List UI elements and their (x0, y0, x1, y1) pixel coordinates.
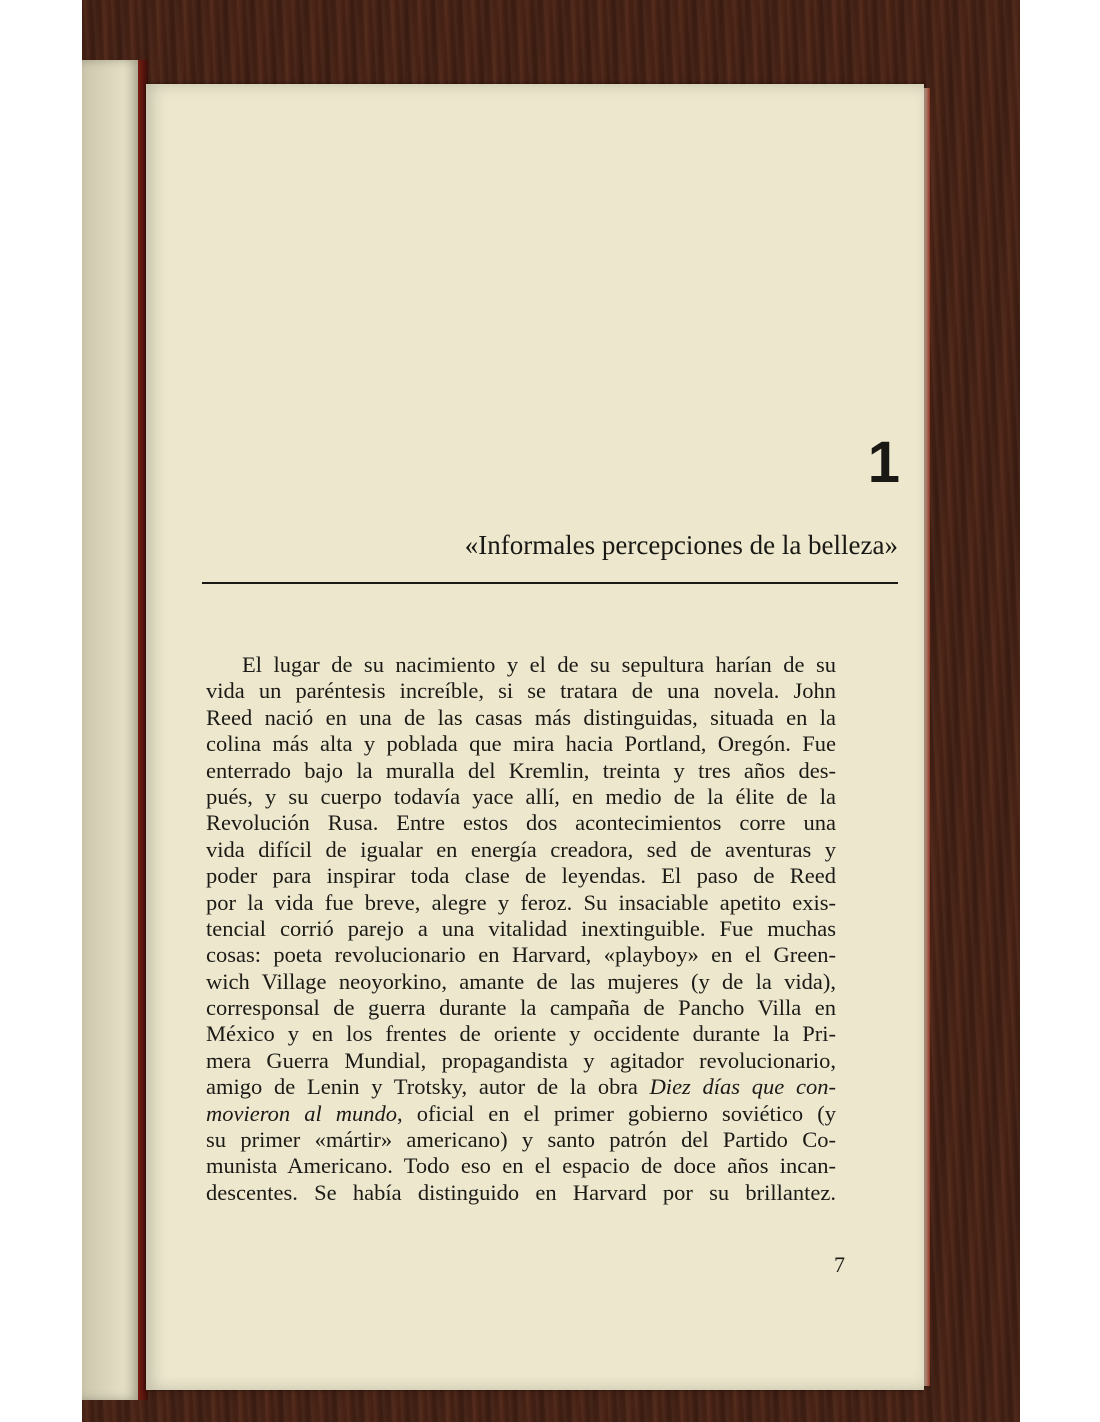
text-line: descentes. Se había distinguido en Harvard por su brillantez. (206, 1179, 836, 1205)
chapter-number: 1 (867, 430, 900, 495)
text-line: Revolución Rusa. Entre estos dos acontecimientos corre una (206, 810, 836, 836)
chapter-rule (202, 582, 898, 584)
text-line: wich Village neoyorkino, amante de las mujeres (y de la vida), (206, 968, 836, 994)
text-line: tencial corrió parejo a una vitalidad inextinguible. Fue muchas (206, 915, 836, 941)
text-line: poder para inspirar toda clase de leyendas. El paso de Reed (206, 863, 836, 889)
text-line: pués, y su cuerpo todavía yace allí, en medio de la élite de la (206, 783, 836, 809)
book-title-italic: Diez días que con- (649, 1074, 837, 1100)
text-line-with-italic (206, 1074, 836, 1100)
body-text (206, 652, 836, 1206)
text-line: vida un paréntesis increíble, si se tratara de una novela. John (206, 678, 836, 704)
text-line: enterrado bajo la muralla del Kremlin, treinta y tres años des- (206, 757, 836, 783)
text-segment: amigo de Lenin y Trotsky, autor de la obra (206, 1074, 638, 1100)
text-line: México y en los frentes de oriente y occidente durante la Pri- (206, 1021, 836, 1047)
page-number: 7 (834, 1252, 845, 1277)
text-segment: , oficial en el primer gobierno soviético (y (397, 1100, 836, 1126)
text-line: corresponsal de guerra durante la campaña de Pancho Villa en (206, 995, 836, 1021)
text-line: por la vida fue breve, alegre y feroz. Su insaciable apetito exis- (206, 889, 836, 915)
text-line: Reed nació en una de las casas más distinguidas, situada en la (206, 704, 836, 730)
text-line: vida difícil de igualar en energía creadora, sed de aventuras y (206, 836, 836, 862)
left-page-edge (82, 60, 142, 1400)
book-photo (82, 0, 1020, 1422)
text-line: El lugar de su nacimiento y el de su sepultura harían de su (242, 652, 836, 677)
text-line: munista Americano. Todo eso en el espacio de doce años incan- (206, 1153, 836, 1179)
text-line: cosas: poeta revolucionario en Harvard, «playboy» en el Green- (206, 942, 836, 968)
book-page (146, 84, 924, 1390)
text-line: mera Guerra Mundial, propagandista y agitador revolucionario, (206, 1047, 836, 1073)
text-line: su primer «mártir» americano) y santo patrón del Partido Co- (206, 1127, 836, 1153)
text-line: colina más alta y poblada que mira hacia Portland, Oregón. Fue (206, 731, 836, 757)
chapter-title: «Informales percepciones de la belleza» (464, 530, 898, 560)
text-line-with-italic (206, 1101, 836, 1127)
book-title-italic: movieron al mundo (206, 1100, 398, 1126)
